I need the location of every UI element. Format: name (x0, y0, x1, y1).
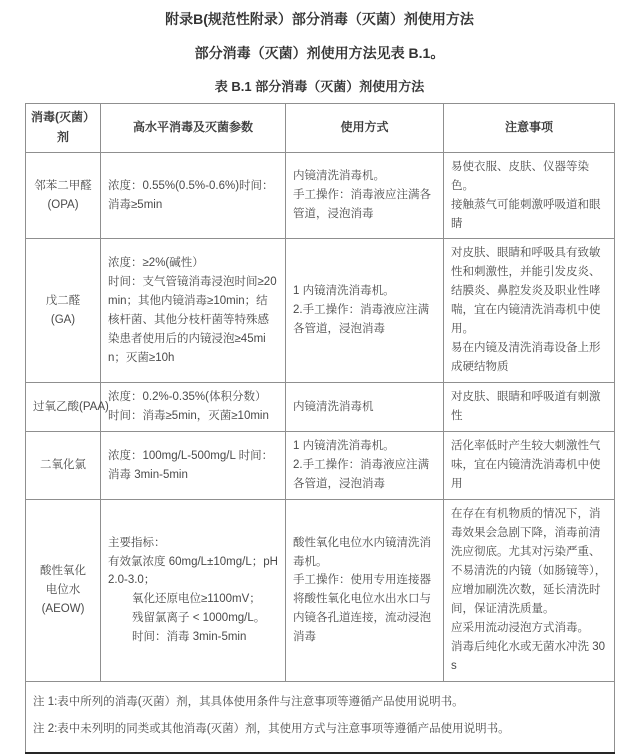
cell-line: 手工操作：使用专用连接器将酸性氧化电位水出水口与内镜各孔道连接，流动浸泡消毒 (293, 574, 431, 644)
usage-cell (286, 152, 444, 239)
cell-line: 主要指标： (108, 536, 166, 549)
footnotes-row (26, 681, 615, 752)
usage-cell (286, 432, 444, 500)
cell-line: 1 内镜清洗消毒机。 (293, 285, 395, 298)
footnote-1: 注 1:表中所列的消毒(灭菌）剂，其具体使用条件与注意事项等遵循产品使用说明书。 (33, 695, 464, 708)
params-cell (101, 432, 286, 500)
table-body (26, 152, 615, 681)
header-params: 高水平消毒及灭菌参数 (101, 104, 286, 153)
agent-cell (26, 152, 101, 239)
footnote-2: 注 2:表中未列明的同类或其他消毒(灭菌）剂，其使用方式与注意事项等遵循产品使用说明书。 (33, 722, 510, 735)
cell-line: 二氧化氯 (40, 459, 86, 472)
cell-line: 2.手工操作：消毒液应注满各管道，浸泡消毒 (293, 459, 430, 491)
cell-line: 残留氯离子 < 1000mg/L。 (132, 612, 266, 625)
cell-line: 过氧乙酸(PAA) (33, 400, 109, 413)
cell-line: 氧化还原电位≥1100mV； (132, 593, 261, 606)
cell-line: 2.手工操作：消毒液应注满各管道，浸泡消毒 (293, 304, 430, 336)
cell-line: 应采用流动浸泡方式消毒。 (451, 621, 589, 634)
disinfectant-table (25, 103, 615, 754)
cell-line: 时间：消毒≥5min，灭菌≥10min (108, 410, 269, 423)
footnotes-cell (26, 681, 615, 752)
cell-line: 内镜清洗消毒机 (293, 400, 374, 413)
caution-cell (444, 432, 615, 500)
table-row (26, 500, 615, 682)
cell-line: 浓度：≥2%(碱性） (108, 256, 204, 269)
cell-line: 有效氯浓度 60mg/L±10mg/L；pH2.0-3.0； (108, 555, 278, 587)
table-row (26, 239, 615, 383)
cell-line: 酸性氧化 (40, 565, 86, 577)
params-cell (101, 383, 286, 432)
usage-cell (286, 239, 444, 383)
agent-cell (26, 239, 101, 383)
params-cell (101, 152, 286, 239)
agent-cell (26, 432, 101, 500)
header-caution: 注意事项 (444, 104, 615, 153)
caution-cell (444, 239, 615, 383)
cell-line: 活化率低时产生较大刺激性气味，宜在内镜清洗消毒机中使用 (451, 440, 601, 491)
cell-line: 浓度：100mg/L-500mg/L 时间：消毒 3min-5min (108, 449, 274, 481)
cell-line: (OPA) (47, 198, 79, 211)
table-row (26, 152, 615, 239)
section-text: 部分消毒（灭菌）剂使用方法见表 B.1。 (194, 45, 445, 61)
cell-line: 对皮肤、眼睛和呼吸具有致敏性和刺激性，并能引发皮炎、结膜炎、鼻腔发炎及职业性哮喘，宜在内镜清洗消毒机中使用。 (451, 247, 601, 336)
cell-line: 在存在有机物质的情况下，消毒效果会急剧下降，消毒前清洗应彻底。尤其对污染严重、不易清洗的内镜（如肠镜等），应增加刷洗次数，延长清洗时间，保证清洗质量。 (451, 508, 607, 615)
cell-line: 1 内镜清洗消毒机。 (293, 440, 395, 453)
cell-line: 消毒后纯化水或无菌水冲洗 30s (451, 640, 605, 672)
usage-cell (286, 500, 444, 682)
cell-line: (GA) (50, 313, 76, 326)
appendix-title: 附录B(规范性附录）部分消毒（灭菌）剂使用方法 (165, 11, 474, 27)
caution-cell (444, 500, 615, 682)
cell-line: 易使衣服、皮肤、仪器等染色。 (451, 160, 589, 192)
cell-line: 时间：消毒 3min-5min (132, 631, 247, 644)
agent-cell (26, 500, 101, 682)
header-agent: 消毒(灭菌）剂 (26, 104, 101, 153)
table-row (26, 432, 615, 500)
cell-line: 酸性氧化电位水内镜清洗消毒机。 (293, 536, 431, 568)
header-usage: 使用方式 (286, 104, 444, 153)
cell-line: 易在内镜及清洗消毒设备上形成硬结物质 (451, 342, 601, 374)
cell-line: 手工操作：消毒液应注满各管道，浸泡消毒 (293, 189, 431, 221)
params-cell (101, 239, 286, 383)
params-cell (101, 500, 286, 682)
cell-line: (AEOW) (41, 602, 85, 615)
cell-line: 邻苯二甲醛 (34, 179, 92, 192)
cell-line: 内镜清洗消毒机。 (293, 170, 385, 183)
cell-line: 对皮肤、眼睛和呼吸道有刺激性 (451, 391, 601, 423)
cell-line: 电位水 (45, 583, 81, 596)
cell-line: 时间：支气管镜消毒浸泡时间≥20min；其他内镜消毒≥10min；结核杆菌、其他分枝杆菌等特殊感染患者使用后的内镜浸泡≥45min；灭菌≥10h (108, 275, 277, 364)
agent-cell (26, 383, 109, 432)
caution-cell (444, 152, 615, 239)
caution-cell (444, 383, 615, 432)
table-caption: 表 B.1 部分消毒（灭菌）剂使用方法 (214, 79, 425, 94)
cell-line: 浓度：0.2%-0.35%(体积分数） (108, 391, 267, 404)
cell-line: 接触蒸气可能刺激呼吸道和眼睛 (451, 198, 601, 230)
cell-line: 戊二醛 (45, 294, 81, 307)
table-row (26, 383, 615, 432)
table-header-row (26, 104, 615, 153)
cell-line: 浓度：0.55%(0.5%-0.6%)时间：消毒≥5min (108, 179, 274, 211)
usage-cell (286, 383, 444, 432)
